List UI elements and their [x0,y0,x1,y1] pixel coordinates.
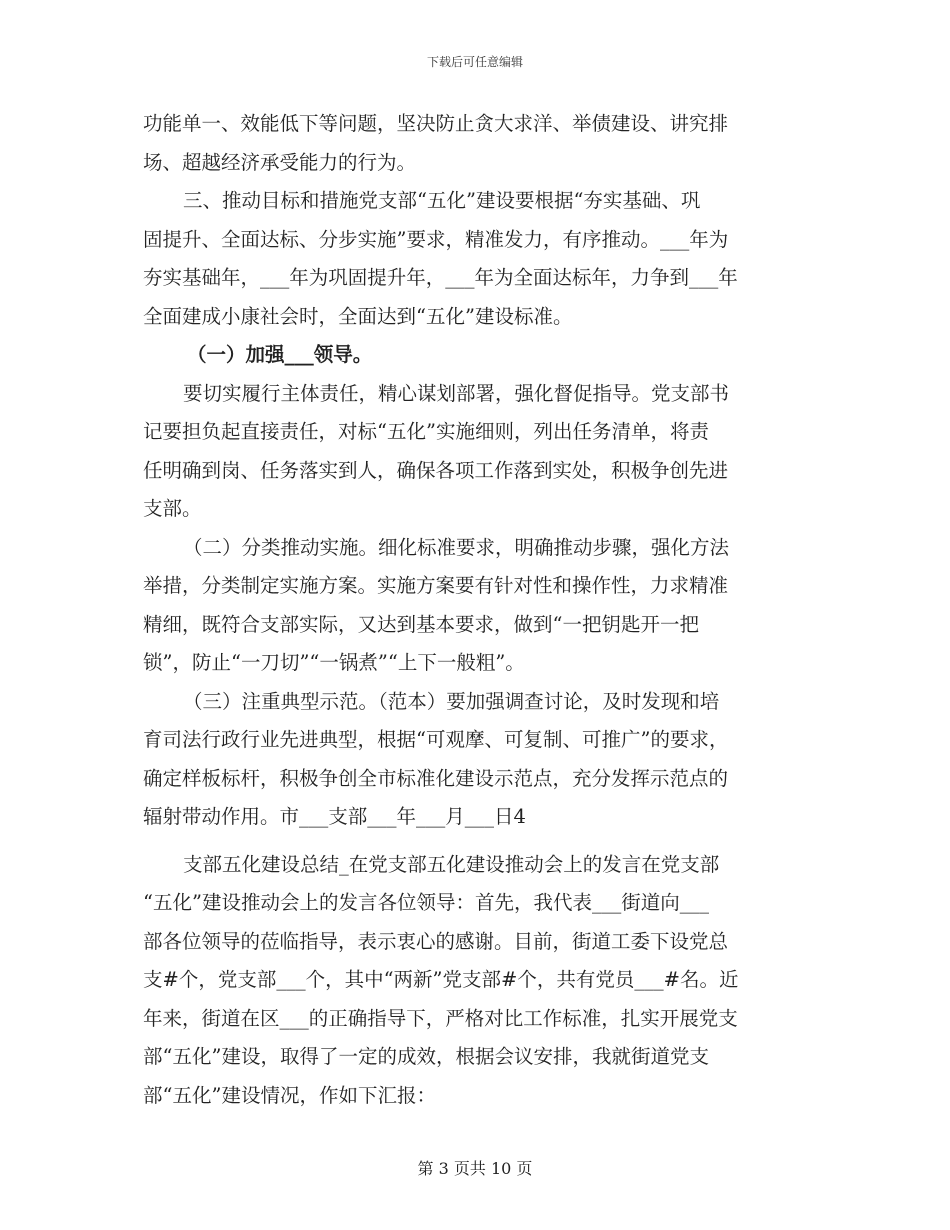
text-line: 锁”，防止“一刀切”“一锅煮”“上下一般粗”。 [143,651,525,674]
text-line: 夯实基础年，___年为巩固提升年，___年为全面达标年，力争到___年 [143,266,738,289]
text-line: 部“五化”建设，取得了一定的成效，根据会议安排，我就街道党支 [143,1045,709,1068]
text-line: 全面建成小康社会时，全面达到“五化”建设标准。 [143,304,573,328]
paragraph [143,182,805,336]
text-line: （二）分类推动实施。细化标准要求，明确推动步骤，强化方法 [183,535,730,559]
text-line: 部“五化”建设情况，作如下汇报： [143,1083,436,1107]
text-line: 举措，分类制定实施方案。实施方案要有针对性和操作性，力求精准 [143,574,729,597]
text-line: 育司法行政行业先进典型，根据“可观摩、可复制、可推广”的要求， [143,728,729,751]
page-footer: 第 3 页共 10 页 [417,1159,533,1178]
text-line: 支部五化建设总结_在党支部五化建设推动会上的发言在党支部 [183,852,720,876]
text-line: 支部。 [143,497,202,520]
text-line: （一）加强___领导。 [187,343,373,366]
text-line: 任明确到岗、任务落实到人，确保各项工作落到实处，积极争创先进 [143,458,729,482]
text-line: 精细，既符合支部实际，又达到基本要求，做到“一把钥匙开一把 [143,612,699,636]
paragraph [143,683,805,837]
text-line: 辐射带动作用。市___支部___年___月___日4 [143,805,526,828]
page-header: 下载后可任意编辑 [426,55,523,69]
text-line: 固提升、全面达标、分步实施”要求，精准发力，有序推动。___年为 [143,227,729,251]
paragraph [143,529,805,683]
paragraph [143,105,805,182]
text-line: 支#个，党支部___个，其中“两新”党支部#个，共有党员___#名。近 [143,968,739,991]
section-heading [143,336,805,375]
text-line: “五化”建设推动会上的发言各位领导：首先，我代表___街道向___ [143,891,709,914]
text-line: （三）注重典型示范。（范本）要加强调查讨论，及时发现和培 [183,689,720,713]
text-line: 记要担负起直接责任，对标“五化”实施细则，列出任务清单，将责 [143,420,709,443]
document-body [143,105,805,1115]
text-line: 场、超越经济承受能力的行为。 [143,150,417,174]
text-line: 部各位领导的莅临指导，表示衷心的感谢。目前，街道工委下设党总 [143,929,729,953]
text-line: 功能单一、效能低下等问题，坚决防止贪大求洋、举债建设、讲究排 [143,112,729,135]
paragraph [143,375,805,529]
text-line: 年来，街道在区___的正确指导下，严格对比工作标准，扎实开展党支 [143,1006,738,1030]
paragraph [143,846,805,1116]
text-line: 要切实履行主体责任，精心谋划部署，强化督促指导。党支部书 [183,381,730,405]
text-line: 确定样板标杆，积极争创全市标准化建设示范点，充分发挥示范点的 [143,766,729,790]
text-line: 三、推动目标和措施党支部“五化”建设要根据“夯实基础、巩 [183,189,701,212]
